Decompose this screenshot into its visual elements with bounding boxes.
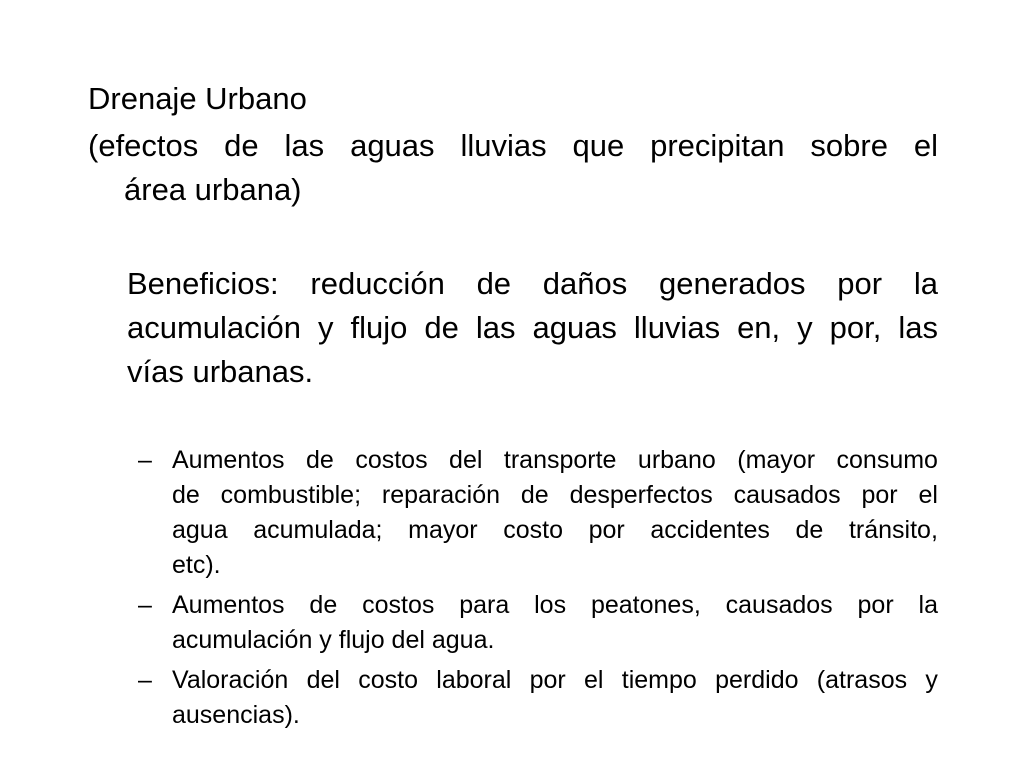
word: perdido bbox=[715, 666, 799, 694]
word: tiempo bbox=[621, 666, 697, 694]
word: la bbox=[913, 266, 938, 301]
benefits-line-1 bbox=[127, 263, 938, 305]
word: aguas bbox=[350, 128, 435, 163]
word: de bbox=[424, 310, 459, 345]
word: lluvias bbox=[633, 310, 721, 345]
word: y bbox=[318, 310, 334, 345]
word: de bbox=[224, 128, 259, 163]
word: por bbox=[861, 481, 898, 509]
bullet-3-line-2: ausencias). bbox=[172, 701, 300, 729]
word: por bbox=[529, 666, 566, 694]
word: consumo bbox=[836, 446, 938, 474]
word: (mayor bbox=[737, 446, 816, 474]
word: agua bbox=[172, 516, 228, 544]
word: de bbox=[476, 266, 512, 301]
bullet-3-line-1 bbox=[172, 662, 938, 698]
subtitle-line-1 bbox=[88, 125, 938, 167]
word: por bbox=[837, 266, 883, 301]
word: reducción bbox=[310, 266, 445, 301]
bullet-1-line-2 bbox=[172, 477, 938, 513]
word: Beneficios: bbox=[127, 266, 279, 301]
word: laboral bbox=[436, 666, 512, 694]
word: las bbox=[475, 310, 516, 345]
benefits-line-3: vías urbanas. bbox=[127, 354, 314, 389]
word: accidentes bbox=[650, 516, 770, 544]
word: combustible; bbox=[220, 481, 362, 509]
word: mayor bbox=[408, 516, 478, 544]
word: el bbox=[913, 128, 938, 163]
word: Valoración bbox=[172, 666, 289, 694]
word: aguas bbox=[532, 310, 617, 345]
word: (efectos bbox=[88, 128, 199, 163]
bullet-2-line-2: acumulación y flujo del agua. bbox=[172, 626, 495, 654]
word: urbano bbox=[637, 446, 716, 474]
word: causados bbox=[725, 591, 833, 619]
word: costos bbox=[362, 591, 435, 619]
bullet-1-line-3 bbox=[172, 512, 938, 548]
word: los bbox=[534, 591, 567, 619]
word: transporte bbox=[503, 446, 617, 474]
word: generados bbox=[659, 266, 806, 301]
word: lluvias bbox=[460, 128, 547, 163]
slide-title: Drenaje Urbano bbox=[88, 81, 307, 116]
word: Aumentos bbox=[172, 446, 285, 474]
word: precipitan bbox=[650, 128, 785, 163]
word: del bbox=[306, 666, 340, 694]
word: de bbox=[795, 516, 824, 544]
benefits-line-2 bbox=[127, 307, 938, 349]
word: por, bbox=[829, 310, 882, 345]
word: el bbox=[584, 666, 604, 694]
word: daños bbox=[542, 266, 628, 301]
subtitle-line-2: área urbana) bbox=[124, 172, 302, 207]
word: de bbox=[520, 481, 549, 509]
word: costos bbox=[355, 446, 428, 474]
word: que bbox=[572, 128, 625, 163]
word: las bbox=[898, 310, 938, 345]
bullet-dash: – bbox=[138, 591, 152, 619]
bullet-dash: – bbox=[138, 666, 152, 694]
word: peatones, bbox=[590, 591, 701, 619]
word: del bbox=[449, 446, 483, 474]
word: desperfectos bbox=[569, 481, 713, 509]
word: la bbox=[918, 591, 938, 619]
word: de bbox=[172, 481, 200, 509]
word: por bbox=[588, 516, 625, 544]
word: las bbox=[284, 128, 325, 163]
bullet-2-line-1 bbox=[172, 587, 938, 623]
word: costo bbox=[503, 516, 563, 544]
word: reparación bbox=[381, 481, 501, 509]
word: de bbox=[306, 446, 334, 474]
word: Aumentos bbox=[172, 591, 285, 619]
word: (atrasos bbox=[816, 666, 908, 694]
bullet-1-line-1 bbox=[172, 442, 938, 478]
word: por bbox=[857, 591, 894, 619]
word: y bbox=[925, 666, 938, 694]
word: acumulación bbox=[127, 310, 302, 345]
word: sobre bbox=[810, 128, 888, 163]
word: acumulada; bbox=[253, 516, 383, 544]
word: en, bbox=[737, 310, 781, 345]
bullet-1-line-4: etc). bbox=[172, 551, 221, 579]
word: y bbox=[797, 310, 813, 345]
bullet-dash: – bbox=[138, 446, 152, 474]
word: de bbox=[309, 591, 338, 619]
word: el bbox=[918, 481, 938, 509]
word: costo bbox=[358, 666, 418, 694]
word: tránsito, bbox=[848, 516, 938, 544]
word: causados bbox=[733, 481, 841, 509]
word: para bbox=[459, 591, 510, 619]
word: flujo bbox=[350, 310, 408, 345]
